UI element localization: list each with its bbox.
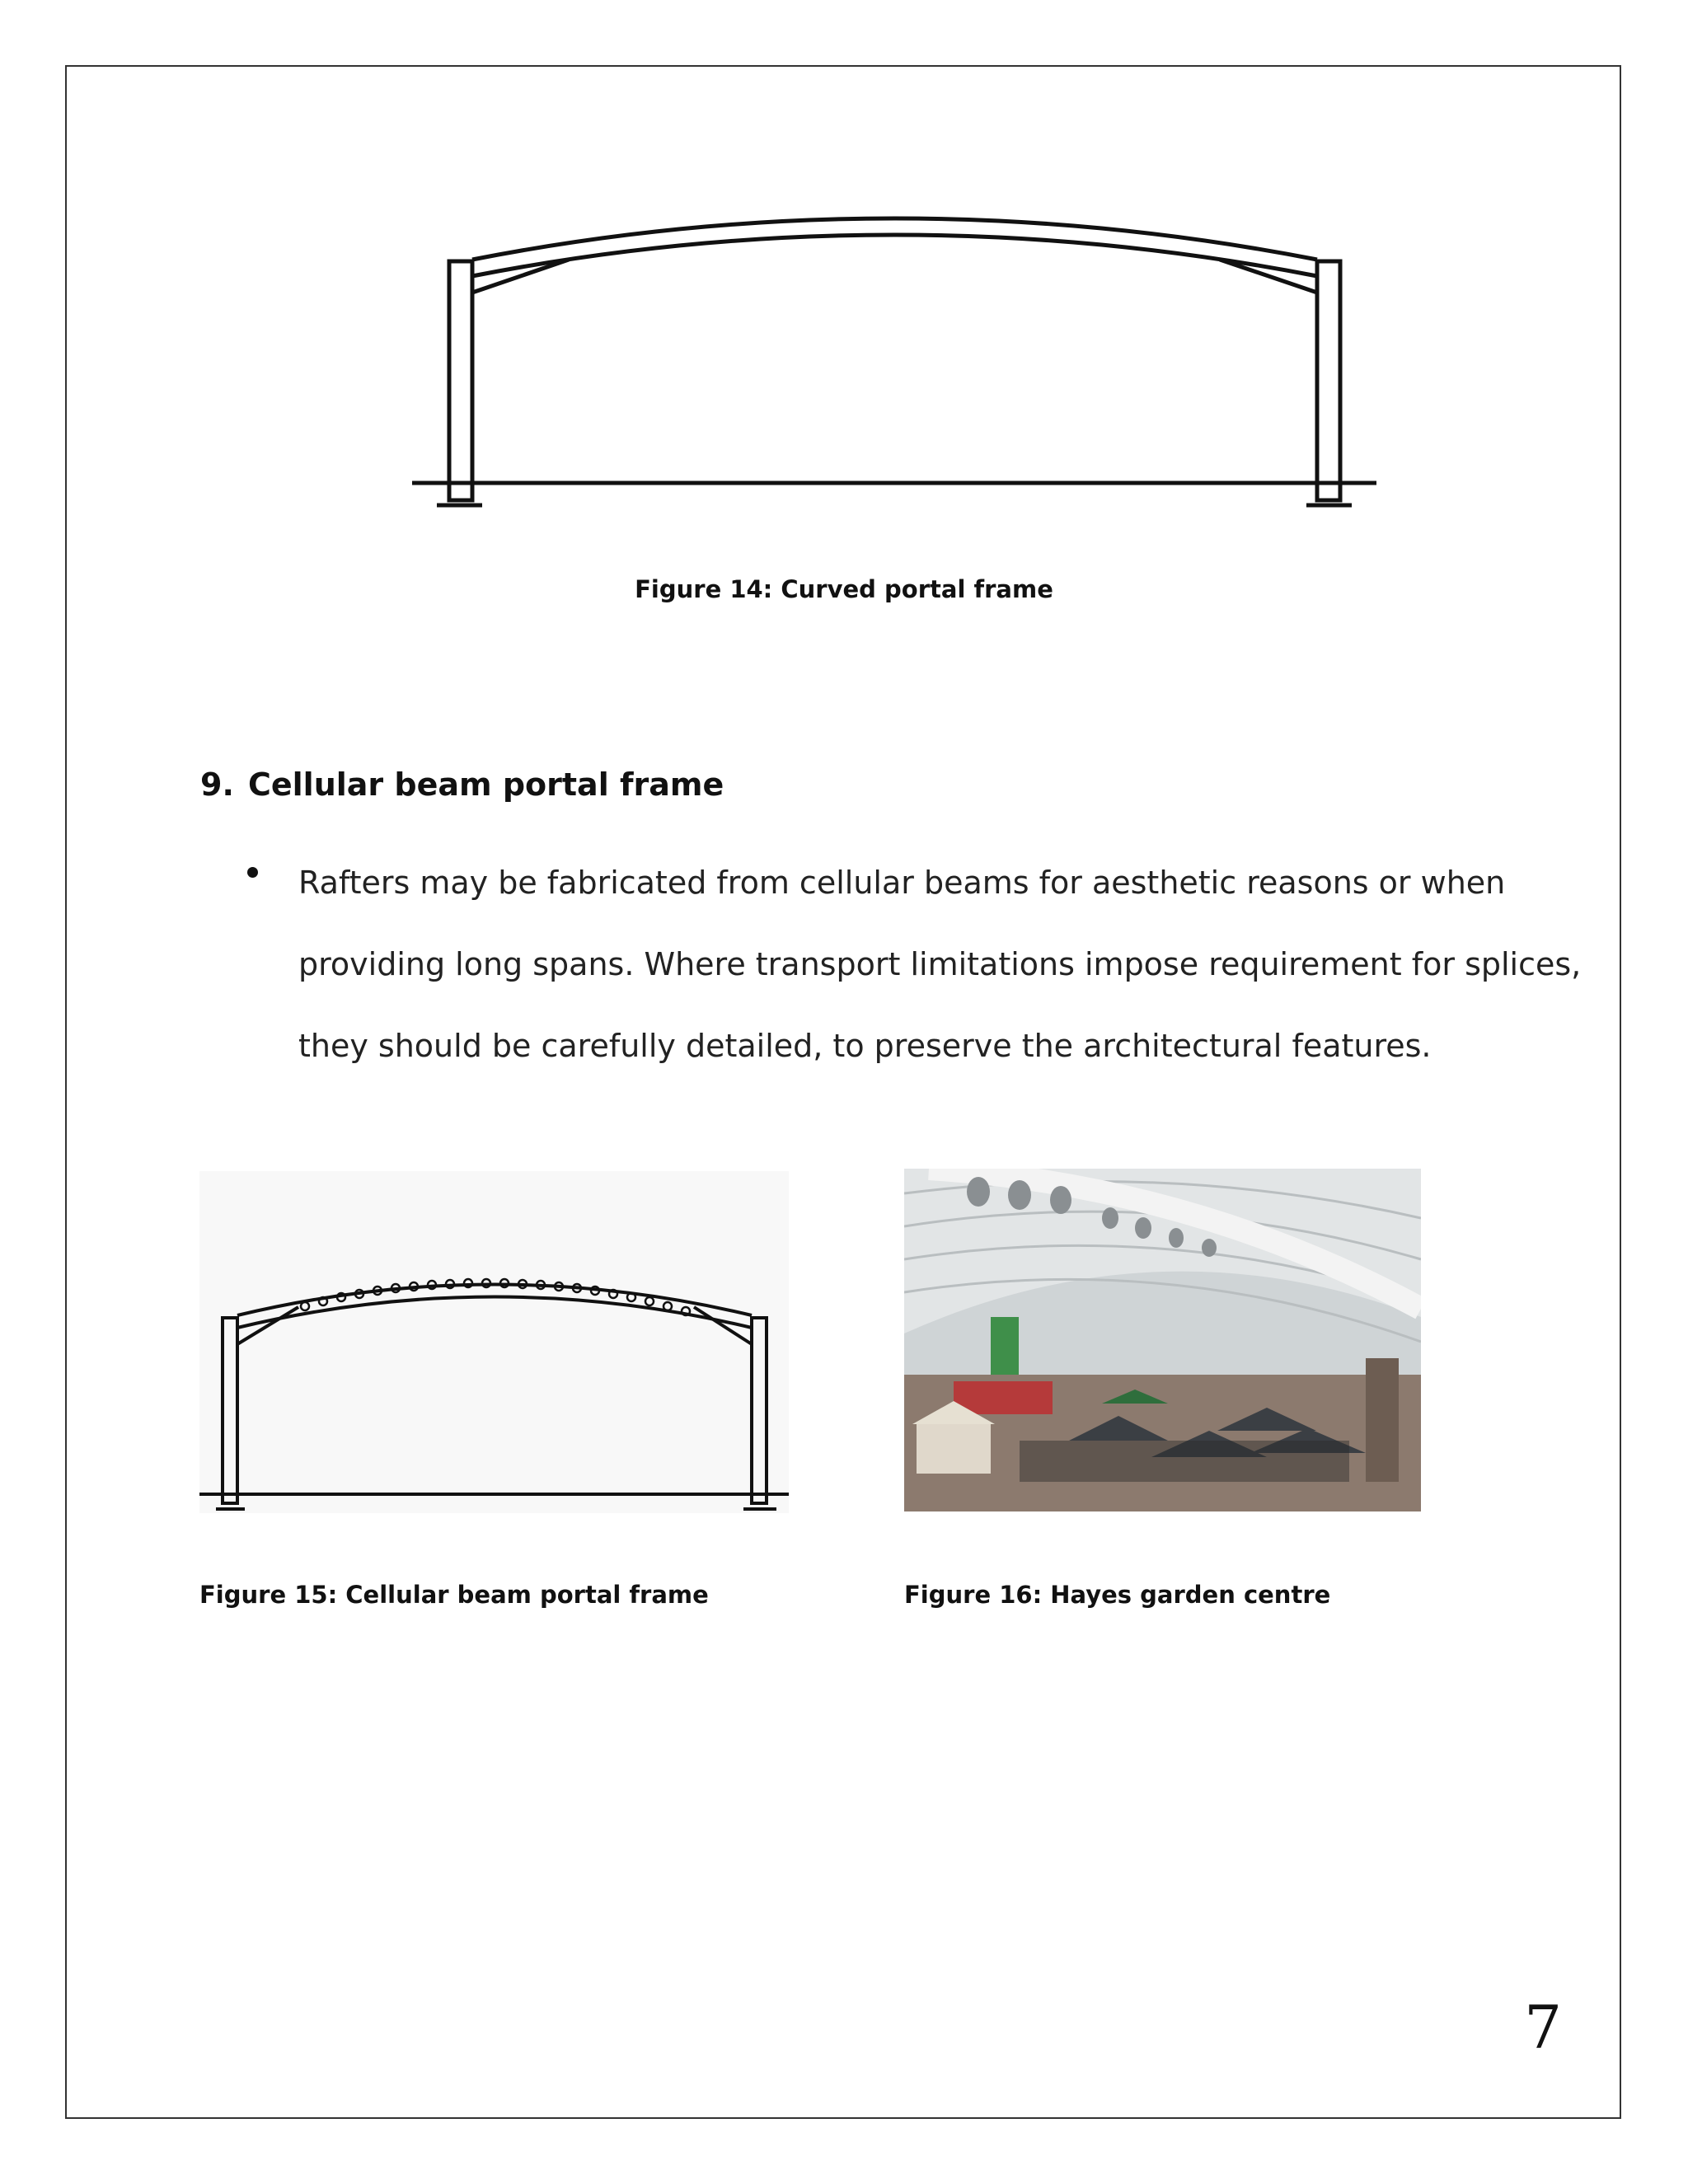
page-number: 7 (1524, 1993, 1562, 2062)
section-number: 9. (200, 766, 234, 803)
hayes-garden-centre-photo (904, 1169, 1421, 1511)
bullet-text: Rafters may be fabricated from cellular beams for aesthetic reasons or when providing long spans. Where transport limitations impose requirement for splices, they should be carefully detailed, to preserve the architectural features. (298, 865, 1582, 1064)
figure-14-caption: Figure 14: Curved portal frame (635, 575, 1053, 603)
curved-portal-frame-diagram (412, 194, 1376, 515)
figure-15-caption: Figure 15: Cellular beam portal frame (199, 1581, 709, 1609)
section-heading (200, 766, 724, 803)
bullet-item (247, 842, 1582, 1087)
section-title: Cellular beam portal frame (248, 766, 724, 803)
bullet-dot (247, 867, 258, 878)
figure-16-caption: Figure 16: Hayes garden centre (904, 1581, 1331, 1609)
cellular-beam-portal-frame-diagram (199, 1171, 789, 1513)
